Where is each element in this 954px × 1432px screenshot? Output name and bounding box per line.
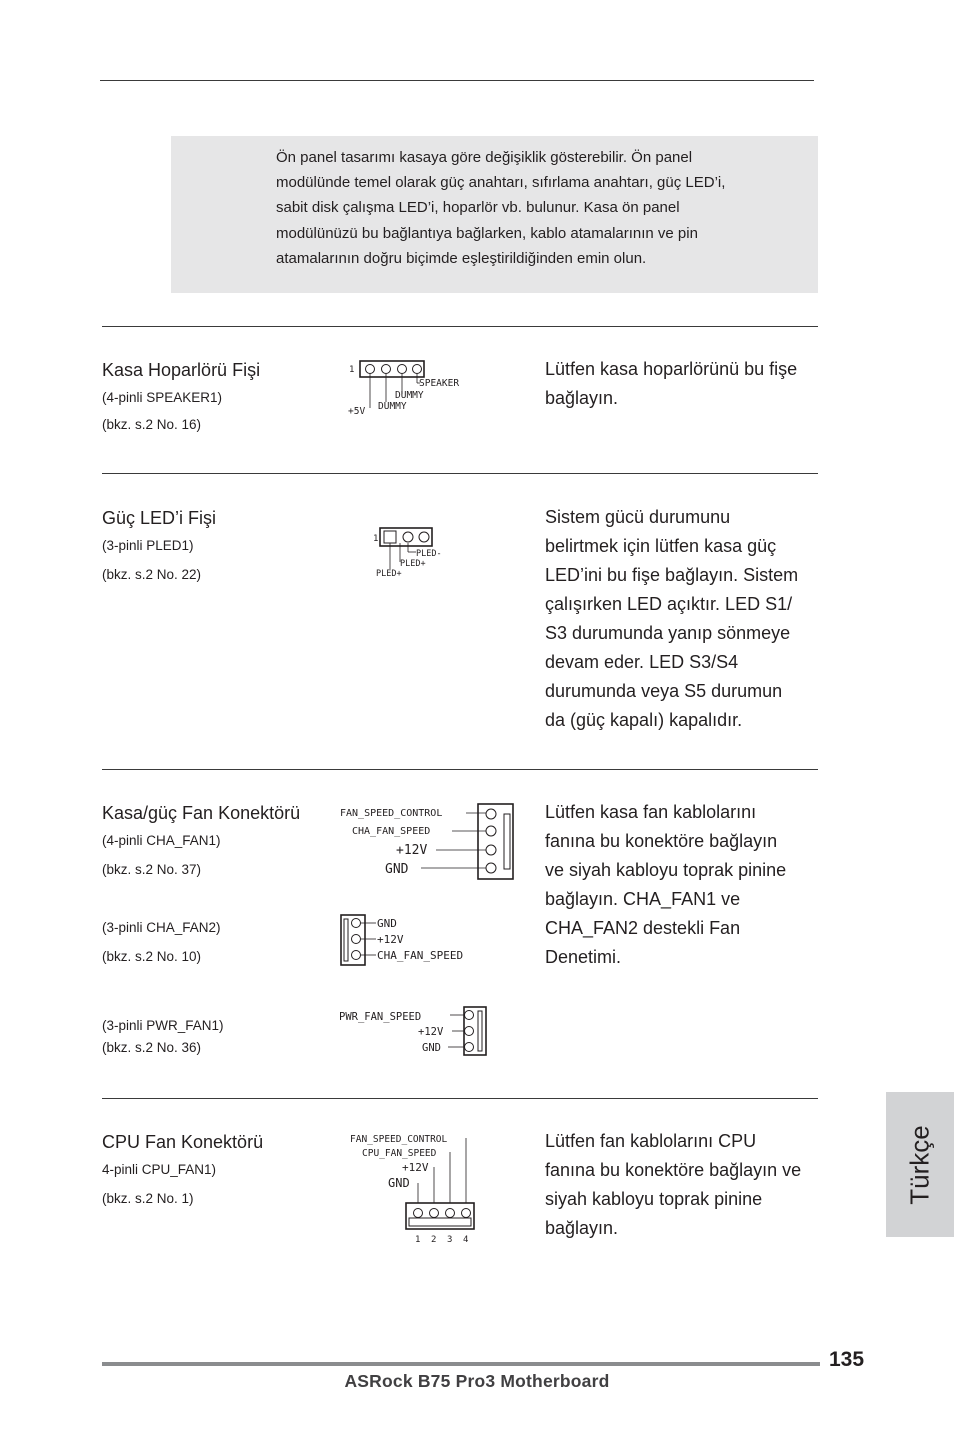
cpufan-pin-info: 4-pinli CPU_FAN1)	[102, 1162, 217, 1177]
pled-title: Güç LED’i Fişi	[102, 508, 217, 528]
pin-label-pled-plus: PLED+	[400, 559, 426, 569]
pled-header-diagram	[370, 525, 460, 580]
pin-label-gnd: GND	[377, 917, 397, 930]
pin-label-12v: +12V	[396, 843, 428, 858]
cpufan-header-diagram	[348, 1130, 483, 1246]
chafan2-reference: (bkz. s.2 No. 10)	[102, 949, 202, 964]
footer-bar	[102, 1362, 820, 1366]
desc-line: S3 durumunda yanıp sönmeye	[545, 623, 791, 643]
desc-line: Sistem gücü durumunu	[545, 507, 731, 527]
desc-line: durumunda veya S5 durumun	[545, 681, 783, 701]
desc-line: devam eder. LED S3/S4	[545, 652, 739, 672]
pin-label-cha-fan-speed: CHA_FAN_SPEED	[352, 826, 431, 837]
desc-line: belirtmek için lütfen kasa güç	[545, 536, 777, 556]
desc-line: bağlayın. CHA_FAN1 ve	[545, 889, 741, 909]
desc-line: siyah kabloyu toprak pinine	[545, 1189, 763, 1209]
chafan1-reference: (bkz. s.2 No. 37)	[102, 862, 202, 877]
pin-label-dummy: DUMMY	[395, 390, 424, 401]
speaker-title: Kasa Hoparlörü Fişi	[102, 360, 261, 380]
chafan-description	[545, 798, 825, 972]
pin-label-pled-plus: PLED+	[376, 569, 402, 579]
note-text	[276, 145, 796, 271]
desc-line: Lütfen kasa fan kablolarını	[545, 802, 757, 822]
section-divider	[102, 326, 818, 327]
desc-line: fanına bu konektöre bağlayın ve	[545, 1160, 802, 1180]
desc-line: Denetimi.	[545, 947, 622, 967]
pin-label-cpu-fan-speed: CPU_FAN_SPEED	[362, 1148, 437, 1159]
pin-number: 1	[415, 1235, 421, 1245]
pled-description	[545, 503, 825, 735]
chafan2-pin-info: (3-pinli CHA_FAN2)	[102, 920, 221, 935]
chafan1-header-diagram	[338, 802, 518, 882]
desc-line: bağlayın.	[545, 1218, 619, 1238]
pled-pin-info: (3-pinli PLED1)	[102, 538, 194, 553]
pled-reference: (bkz. s.2 No. 22)	[102, 567, 202, 582]
section-divider	[102, 1098, 818, 1099]
pin-label-fan-speed-control: FAN_SPEED_CONTROL	[340, 808, 443, 819]
chafan-title: Kasa/güç Fan Konektörü	[102, 803, 301, 823]
pin-label-12v: +12V	[377, 933, 404, 946]
pin-label-12v: +12V	[402, 1161, 429, 1174]
note-line: modülünüzü bu bağlantıya bağlarken, kablo atamalarının ve pin	[276, 224, 698, 242]
pin1-label: 1	[349, 365, 355, 375]
pin-label-gnd: GND	[422, 1042, 441, 1054]
desc-line: da (güç kapalı) kapalıdır.	[545, 710, 743, 730]
pwrfan-pin-info: (3-pinli PWR_FAN1)	[102, 1018, 224, 1033]
pin-label-5v: +5V	[348, 406, 366, 417]
pin-number: 3	[447, 1235, 453, 1245]
pwrfan-reference: (bkz. s.2 No. 36)	[102, 1040, 202, 1055]
top-rule	[100, 80, 814, 81]
pwrfan-header-diagram	[338, 1005, 493, 1060]
pin1-label: 1	[373, 534, 379, 544]
speaker-description	[545, 355, 825, 413]
pin-number: 2	[431, 1235, 437, 1245]
desc-line: LED’ini bu fişe bağlayın. Sistem	[545, 565, 799, 585]
pin-label-gnd: GND	[385, 862, 409, 877]
language-tab	[886, 1092, 954, 1237]
pin-label-fan-speed-control: FAN_SPEED_CONTROL	[350, 1134, 448, 1145]
pin-label-dummy: DUMMY	[378, 401, 407, 412]
chafan1-pin-info: (4-pinli CHA_FAN1)	[102, 833, 221, 848]
pin-label-gnd: GND	[388, 1176, 410, 1190]
desc-line: Lütfen fan kablolarını CPU	[545, 1131, 757, 1151]
desc-line: bağlayın.	[545, 388, 619, 408]
section-divider	[102, 473, 818, 474]
pin-label-speaker: SPEAKER	[419, 378, 460, 389]
note-line: modülünde temel olarak güç anahtarı, sıfırlama anahtarı, güç LED’i,	[276, 174, 726, 192]
pin-label-pled-minus: PLED-	[416, 549, 442, 559]
pin-number: 4	[463, 1235, 469, 1245]
language-tab-label: Türkçe	[904, 1124, 935, 1205]
note-line: sabit disk çalışma LED’i, hoparlör vb. bulunur. Kasa ön panel	[276, 199, 680, 217]
desc-line: çalışırken LED açıktır. LED S1/	[545, 594, 793, 614]
pin-label-12v: +12V	[418, 1026, 444, 1038]
speaker-reference: (bkz. s.2 No. 16)	[102, 417, 202, 432]
footer-title: ASRock B75 Pro3 Motherboard	[344, 1371, 610, 1391]
cpufan-reference: (bkz. s.2 No. 1)	[102, 1191, 194, 1206]
speaker-pin-info: (4-pinli SPEAKER1)	[102, 390, 223, 405]
desc-line: Lütfen kasa hoparlörünü bu fişe	[545, 359, 798, 379]
page-number: 135	[829, 1348, 865, 1371]
cpufan-title: CPU Fan Konektörü	[102, 1132, 264, 1152]
pin-label-cha-fan-speed: CHA_FAN_SPEED	[377, 949, 464, 962]
note-line: Ön panel tasarımı kasaya göre değişiklik gösterebilir. Ön panel	[276, 149, 693, 166]
pin-label-pwr-fan-speed: PWR_FAN_SPEED	[339, 1011, 422, 1023]
desc-line: fanına bu konektöre bağlayın	[545, 831, 778, 851]
section-divider	[102, 769, 818, 770]
chafan2-header-diagram	[338, 913, 498, 969]
speaker-header-diagram	[345, 358, 475, 418]
desc-line: CHA_FAN2 destekli Fan	[545, 918, 741, 938]
note-line: atamalarının doğru biçimde eşleştirildiğinden emin olun.	[276, 249, 647, 267]
desc-line: ve siyah kabloyu toprak pinine	[545, 860, 787, 880]
cpufan-description	[545, 1127, 825, 1243]
